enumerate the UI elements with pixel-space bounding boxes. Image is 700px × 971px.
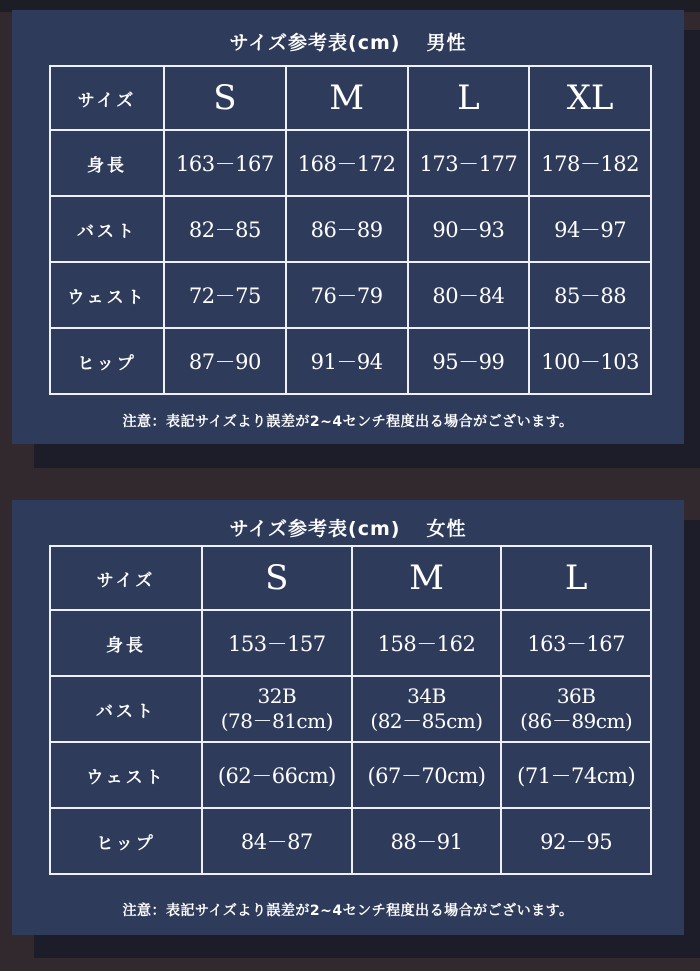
women-gender: 女性 — [426, 518, 467, 540]
table-cell — [352, 676, 502, 742]
men-note: 注意：表記サイズより誤差が2~4センチ程度出る場合がございます。 — [122, 414, 574, 430]
table-cell: (71－74cm) — [501, 742, 651, 808]
table-cell: 72－75 — [164, 262, 286, 328]
table-cell: 95－99 — [408, 328, 530, 394]
table-row — [50, 130, 651, 196]
men-size-chart — [12, 10, 684, 444]
table-cell: (67－70cm) — [352, 742, 502, 808]
table-row — [50, 546, 651, 610]
bust-range: (78－81cm) — [220, 709, 333, 733]
table-cell: 80－84 — [408, 262, 530, 328]
table-cell: 163－167 — [501, 610, 651, 676]
table-cell: 163－167 — [164, 130, 286, 196]
size-header-label: サイズ — [50, 66, 164, 130]
row-label-waist: ウェスト — [50, 742, 202, 808]
row-label-bust: バスト — [50, 196, 164, 262]
table-cell: 100－103 — [529, 328, 651, 394]
women-size-chart — [12, 500, 684, 935]
bust-range: (82－85cm) — [370, 709, 483, 733]
table-cell — [501, 676, 651, 742]
men-size-table — [49, 65, 652, 395]
men-chart-title — [12, 28, 684, 55]
bust-range: (86－89cm) — [520, 709, 633, 733]
table-cell — [202, 676, 352, 742]
size-l: L — [501, 546, 651, 610]
table-row — [50, 66, 651, 130]
women-chart-title — [12, 514, 684, 541]
table-row — [50, 196, 651, 262]
table-row — [50, 610, 651, 676]
men-gender: 男性 — [426, 32, 467, 54]
table-cell: 82－85 — [164, 196, 286, 262]
table-cell: 91－94 — [286, 328, 408, 394]
table-cell: 153－157 — [202, 610, 352, 676]
bust-cup: 36B — [556, 684, 596, 708]
table-cell: 90－93 — [408, 196, 530, 262]
table-cell: 168－172 — [286, 130, 408, 196]
size-m: M — [286, 66, 408, 130]
table-cell: 88－91 — [352, 808, 502, 874]
row-label-hip: ヒップ — [50, 328, 164, 394]
size-l: L — [408, 66, 530, 130]
women-title-text: サイズ参考表(cm) — [229, 518, 401, 540]
men-title-text: サイズ参考表(cm) — [229, 32, 401, 54]
table-cell: 76－79 — [286, 262, 408, 328]
row-label-height: 身長 — [50, 610, 202, 676]
size-xl: XL — [529, 66, 651, 130]
table-row — [50, 262, 651, 328]
row-label-waist: ウェスト — [50, 262, 164, 328]
table-cell: 178－182 — [529, 130, 651, 196]
table-row — [50, 742, 651, 808]
table-row — [50, 808, 651, 874]
table-cell: 158－162 — [352, 610, 502, 676]
table-cell: 84－87 — [202, 808, 352, 874]
table-cell: 86－89 — [286, 196, 408, 262]
table-cell: 87－90 — [164, 328, 286, 394]
bust-cup: 34B — [407, 684, 446, 708]
size-header-label: サイズ — [50, 546, 202, 610]
row-label-height: 身長 — [50, 130, 164, 196]
women-note: 注意：表記サイズより誤差が2~4センチ程度出る場合がございます。 — [122, 903, 574, 919]
row-label-hip: ヒップ — [50, 808, 202, 874]
table-row — [50, 676, 651, 742]
table-cell: 85－88 — [529, 262, 651, 328]
table-cell: 94－97 — [529, 196, 651, 262]
size-m: M — [352, 546, 502, 610]
row-label-bust: バスト — [50, 676, 202, 742]
table-cell: 92－95 — [501, 808, 651, 874]
women-size-table — [49, 545, 652, 875]
table-row — [50, 328, 651, 394]
size-s: S — [202, 546, 352, 610]
table-cell: 173－177 — [408, 130, 530, 196]
bust-cup: 32B — [257, 684, 297, 708]
table-cell: (62－66cm) — [202, 742, 352, 808]
size-s: S — [164, 66, 286, 130]
